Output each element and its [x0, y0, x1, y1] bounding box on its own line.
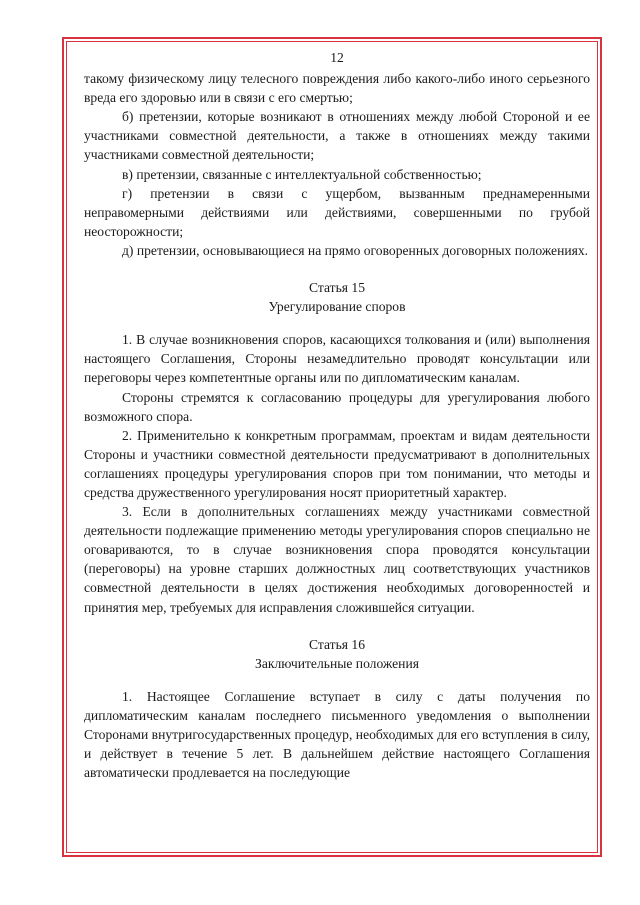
page-content	[84, 48, 590, 782]
article-16-title: Заключительные положения	[255, 655, 419, 671]
article-15-paragraph-2: 2. Применительно к конкретным программам, проектам и видам деятельности Стороны и участники совместной деятельности предусматривают в дополнительных соглашениях процедуры урегулирования споров при том понимании, что методы и средства дружественного урегулирования носят приоритетный характер.	[84, 427, 590, 500]
list-item-d: д) претензии, основывающиеся на прямо оговоренных договорных положениях.	[122, 242, 589, 258]
article-15-title: Урегулирование споров	[268, 299, 406, 315]
article-16-number: Статья 16	[308, 636, 366, 652]
article-16-paragraph-1: 1. Настоящее Соглашение вступает в силу с даты получения по дипломатическим каналам последнего письменного уведомления о выполнении Сторонами внутригосударственных процедур, необходимых для его вступления в силу, и действует в течение 5 лет. В дальнейшем действие настоящего Соглашения автоматически продлевается на последующие	[84, 688, 590, 781]
list-item-b: б) претензии, которые возникают в отношениях между любой Стороной и ее участниками совместной деятельности, а также в отношениях между такими участниками совместной деятельности;	[84, 109, 590, 163]
article-15-paragraph-3: 3. Если в дополнительных соглашениях между участниками совместной деятельности подлежащие применению методы урегулирования споров специально не оговариваются, то в случае возникновения спора проводятся консультации (переговоры) на уровне старших должностных лиц соответствующих участников совместной деятельности в целях достижения необходимых договоренностей и принятия мер, требуемых для исправления сложившейся ситуации.	[84, 504, 590, 615]
article-15-number: Статья 15	[308, 280, 366, 296]
page-number: 12	[330, 50, 344, 65]
article-15-paragraph-1: 1. В случае возникновения споров, касающихся толкования и (или) выполнения настоящего Соглашения, Стороны незамедлительно проводят консультации или переговоры через компетентные органы или по дипломатическим каналам.	[84, 332, 590, 386]
list-item-v: в) претензии, связанные с интеллектуальной собственностью;	[122, 166, 482, 182]
article-15-paragraph-1-cont: Стороны стремятся к согласованию процедуры для урегулирования любого возможного спора.	[84, 389, 590, 424]
list-item-g: г) претензии в связи с ущербом, вызванным преднамеренными неправомерными действиями или действиями, совершенными по грубой неосторожности;	[84, 185, 590, 239]
paragraph-continuation: такому физическому лицу телесного повреждения либо какого-либо иного серьезного вреда его здоровью или в связи с его смертью;	[84, 71, 590, 106]
